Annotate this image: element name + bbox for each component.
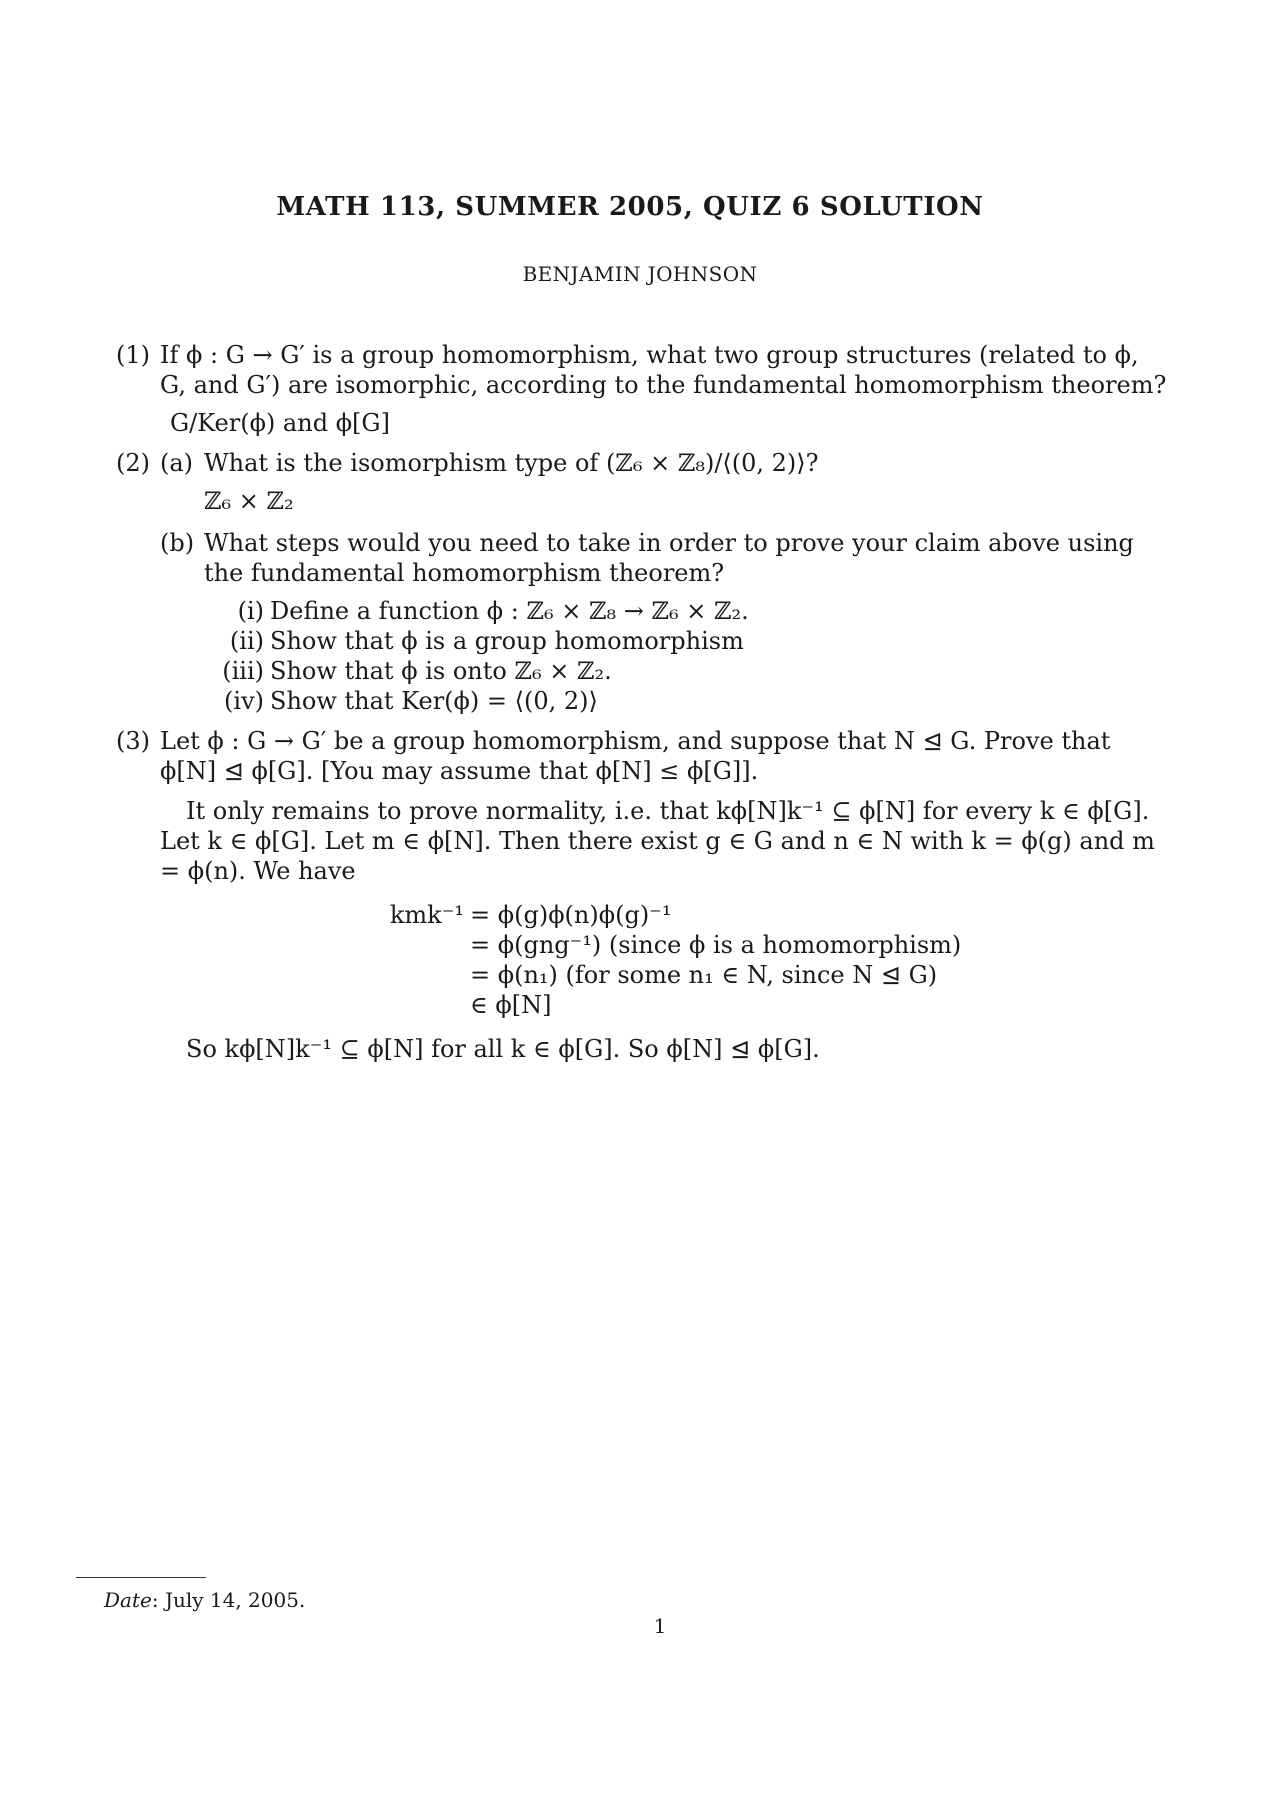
subquestion-label: (b) (160, 529, 195, 557)
answer-text: G/Ker(ϕ) and ϕ[G] (170, 409, 390, 437)
equation-rhs: = ϕ(g)ϕ(n)ϕ(g)⁻¹ (470, 901, 672, 929)
answer-text: ℤ₆ × ℤ₂ (204, 487, 294, 515)
steps-list (204, 596, 1172, 716)
step-item (204, 656, 1172, 686)
equation-row (160, 930, 1172, 960)
equation-lhs (160, 930, 470, 960)
step-text: Show that Ker(ϕ) = ⟨(0, 2)⟩ (270, 687, 598, 715)
question-2a (160, 448, 1172, 516)
subquestion-label: (a) (160, 449, 194, 477)
equation-lhs (160, 990, 470, 1020)
equation-row (160, 900, 1172, 930)
document-author: BENJAMIN JOHNSON (522, 262, 758, 286)
subquestion-text: What steps would you need to take in order to prove your claim above using the fundamental homomorphism theorem? (204, 529, 1134, 587)
step-label: (iv) (224, 687, 264, 715)
equation-rhs: = ϕ(n₁) (for some n₁ ∈ N, since N ⊴ G) (470, 961, 938, 989)
question-text: Let ϕ : G → G′ be a group homomorphism, and suppose that N ⊴ G. Prove that ϕ[N] ⊴ ϕ[G]. [You may assume that ϕ[N] ≤ ϕ[G]]. (160, 727, 1111, 785)
question-number: (3) (116, 727, 150, 755)
question-1 (116, 340, 1172, 438)
subquestion-text: What is the isomorphism type of (ℤ₆ × ℤ₈)/⟨(0, 2)⟩? (204, 449, 819, 477)
footnote-divider (76, 1577, 206, 1578)
step-label: (i) (237, 597, 264, 625)
step-label: (ii) (229, 627, 264, 655)
document-title: MATH 113, SUMMER 2005, QUIZ 6 SOLUTION (276, 192, 984, 222)
question-2b (160, 528, 1172, 716)
document-body (116, 340, 1172, 1074)
question-2 (116, 448, 1172, 716)
footnote (104, 1588, 305, 1612)
step-item (204, 626, 1172, 656)
footnote-label: Date (104, 1588, 152, 1612)
equation-block (160, 900, 1172, 1020)
step-text: Define a function ϕ : ℤ₆ × ℤ₈ → ℤ₆ × ℤ₂. (270, 597, 749, 625)
step-text: Show that ϕ is a group homomorphism (270, 627, 744, 655)
question-3 (116, 726, 1172, 1064)
equation-row (160, 960, 1172, 990)
step-text: Show that ϕ is onto ℤ₆ × ℤ₂. (270, 657, 612, 685)
proof-text: It only remains to prove normality, i.e. that kϕ[N]k⁻¹ ⊆ ϕ[N] for every k ∈ ϕ[G]. Let k ∈ ϕ[G]. Let m ∈ ϕ[N]. Then there exist g ∈ G and n ∈ N with k = ϕ(g) and m = ϕ(n). We have (160, 797, 1155, 885)
footnote-text: : July 14, 2005. (151, 1588, 306, 1612)
question-number: (2) (116, 449, 150, 477)
equation-lhs: kmk⁻¹ (389, 901, 464, 929)
step-label: (iii) (222, 657, 264, 685)
equation-row (160, 990, 1172, 1020)
question-number: (1) (116, 341, 150, 369)
question-text: If ϕ : G → G′ is a group homomorphism, what two group structures (related to ϕ, G, and G′) are isomorphic, according to the fundamental homomorphism theorem? (160, 341, 1167, 399)
proof-conclusion: So kϕ[N]k⁻¹ ⊆ ϕ[N] for all k ∈ ϕ[G]. So ϕ[N] ⊴ ϕ[G]. (186, 1035, 820, 1063)
page-number: 1 (653, 1614, 667, 1638)
equation-rhs: = ϕ(gng⁻¹) (since ϕ is a homomorphism) (470, 931, 962, 959)
step-item (204, 596, 1172, 626)
equation-rhs: ∈ ϕ[N] (470, 991, 552, 1019)
step-item (204, 686, 1172, 716)
equation-lhs (160, 960, 470, 990)
